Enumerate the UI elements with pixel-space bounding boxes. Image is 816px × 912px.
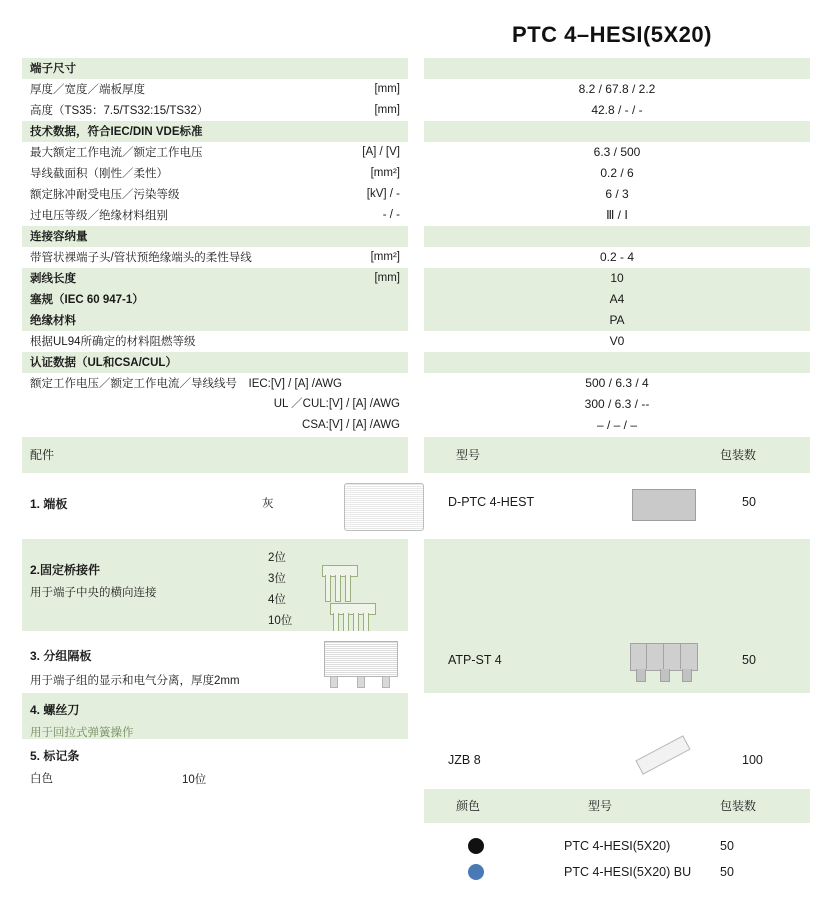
value-row: Ⅲ / Ⅰ — [424, 205, 810, 226]
accessories-panel — [22, 437, 408, 789]
value-row: 42.8 / - / - — [424, 100, 810, 121]
spec-row — [22, 268, 408, 289]
accessories-header — [22, 437, 408, 473]
accessory-title: 5. 标记条 — [30, 749, 80, 763]
spec-label: 过电压等级／绝缘材料组别 — [30, 210, 168, 222]
spec-label: 剥线长度 — [30, 273, 76, 285]
accessory-qty: 10位 — [182, 774, 207, 786]
value-row: 0.2 / 6 — [424, 163, 810, 184]
order-model: D-PTC 4-HEST — [448, 495, 535, 509]
spec-label: 认证数据（UL和CSA/CUL） — [30, 357, 177, 369]
accessory-desc: 用于回拉式弹簧操作 — [30, 727, 134, 739]
spec-label: 技术数据，符合IEC/DIN VDE标准 — [30, 126, 203, 138]
spec-row — [22, 310, 408, 331]
bridge-option: 2位 — [268, 552, 286, 564]
accessory-desc: 用于端子组的显示和电气分离，厚度2mm — [30, 675, 240, 687]
spec-unit: - / - — [382, 209, 400, 221]
accessories-header-label: 配件 — [30, 448, 55, 462]
spec-row — [22, 142, 408, 163]
spec-row — [22, 247, 408, 268]
spec-row — [22, 331, 408, 352]
order-header-model: 型号 — [456, 448, 481, 462]
spec-label: 最大额定工作电流／额定工作电压 — [30, 147, 203, 159]
color-table-header — [424, 789, 810, 823]
value-row — [424, 58, 810, 79]
accessory-marker-strip — [22, 739, 408, 789]
accessory-title: 4. 螺丝刀 — [30, 703, 80, 717]
spec-unit: [mm²] — [370, 167, 400, 179]
bridge-option: 3位 — [268, 573, 286, 585]
table-row — [424, 631, 810, 693]
page-title: PTC 4–HESI(5X20) — [512, 22, 712, 47]
spec-label: 厚度／宽度／端板厚度 — [30, 84, 145, 96]
order-table — [424, 437, 810, 885]
right-value-table — [424, 58, 810, 436]
end-plate-icon — [632, 489, 696, 521]
spec-label: UL ／CUL:[V] / [A] /AWG — [273, 398, 400, 410]
order-qty: 50 — [742, 653, 756, 667]
spec-label: 绝缘材料 — [30, 315, 76, 327]
spec-row — [22, 373, 408, 394]
value-row: 10 — [424, 268, 810, 289]
spec-row — [22, 226, 408, 247]
spec-unit: [mm²] — [370, 251, 400, 263]
spec-unit: [A] / [V] — [362, 146, 400, 158]
jzb-icon — [636, 747, 690, 763]
spec-row — [22, 352, 408, 373]
spec-row — [22, 163, 408, 184]
accessory-fixed-bridge — [22, 539, 408, 631]
spec-row — [22, 79, 408, 100]
spec-unit: [kV] / - — [366, 188, 400, 200]
color-header-model: 型号 — [588, 799, 613, 813]
value-row: A4 — [424, 289, 810, 310]
bridge-option: 10位 — [268, 615, 293, 627]
table-row — [424, 473, 810, 539]
spec-label: 连接容纳量 — [30, 231, 88, 243]
value-row — [424, 352, 810, 373]
spec-label: 高度（TS35：7.5/TS32:15/TS32） — [30, 105, 209, 117]
color-swatch-blue — [468, 864, 484, 880]
order-model: JZB 8 — [448, 753, 481, 767]
accessory-end-plate — [22, 473, 408, 539]
color-qty: 50 — [720, 839, 734, 853]
spec-row — [22, 289, 408, 310]
spec-row — [22, 394, 408, 415]
value-row: 500 / 6.3 / 4 — [424, 373, 810, 394]
color-swatch-black — [468, 838, 484, 854]
left-spec-table — [22, 58, 408, 436]
order-qty: 100 — [742, 753, 763, 767]
value-row: 300 / 6.3 / -- — [424, 394, 810, 415]
value-row — [424, 226, 810, 247]
order-table-header — [424, 437, 810, 473]
bridge-option: 4位 — [268, 594, 286, 606]
spec-label: 带管状裸端子头/管状预绝缘端头的柔性导线 — [30, 252, 252, 264]
value-row: V0 — [424, 331, 810, 352]
spec-row — [22, 184, 408, 205]
value-row: 0.2 - 4 — [424, 247, 810, 268]
value-row: 6 / 3 — [424, 184, 810, 205]
fixed-bridge-icon — [322, 565, 408, 641]
accessory-title: 1. 端板 — [30, 497, 68, 511]
order-qty: 50 — [742, 495, 756, 509]
color-model: PTC 4-HESI(5X20) BU — [564, 865, 692, 879]
color-header-package: 包装数 — [720, 799, 757, 813]
order-header-package: 包装数 — [720, 448, 757, 462]
value-row: – / – / – — [424, 415, 810, 436]
spec-label: 根据UL94所确定的材料阻燃等级 — [30, 336, 196, 348]
value-row — [424, 121, 810, 142]
spec-row — [22, 121, 408, 142]
partition-plate-icon — [324, 641, 398, 687]
spec-label: 端子尺寸 — [30, 63, 76, 75]
table-row — [424, 833, 810, 859]
spec-row — [22, 415, 408, 436]
spec-label: 额定脉冲耐受电压／污染等级 — [30, 189, 180, 201]
accessory-partition-plate — [22, 631, 408, 693]
table-row — [424, 859, 810, 885]
spec-label: 导线截面积（刚性／柔性） — [30, 168, 168, 180]
color-qty: 50 — [720, 865, 734, 879]
accessory-screwdriver — [22, 693, 408, 739]
end-plate-icon — [344, 483, 424, 531]
accessory-title: 3. 分组隔板 — [30, 649, 92, 663]
spec-row — [22, 205, 408, 226]
color-header-color: 颜色 — [456, 799, 481, 813]
spec-label: CSA:[V] / [A] /AWG — [302, 419, 400, 431]
accessory-color: 白色 — [30, 773, 53, 785]
table-row — [424, 693, 810, 789]
accessory-desc: 用于端子中央的横向连接 — [30, 587, 157, 599]
spec-row — [22, 58, 408, 79]
spec-row — [22, 100, 408, 121]
value-row: 8.2 / 67.8 / 2.2 — [424, 79, 810, 100]
table-row-spacer — [424, 539, 810, 631]
spec-unit: [mm] — [374, 272, 400, 284]
accessory-color: 灰 — [262, 498, 274, 510]
order-model: ATP-ST 4 — [448, 653, 502, 667]
value-row: PA — [424, 310, 810, 331]
spec-label: 塞规（IEC 60 947-1） — [30, 294, 144, 306]
spec-unit: [mm] — [374, 104, 400, 116]
accessory-title: 2.固定桥接件 — [30, 563, 101, 577]
value-row: 6.3 / 500 — [424, 142, 810, 163]
spec-unit: [mm] — [374, 83, 400, 95]
spec-label: 额定工作电压／额定工作电流／导线线号 IEC:[V] / [A] /AWG — [30, 378, 343, 390]
color-model: PTC 4-HESI(5X20) — [564, 839, 671, 853]
